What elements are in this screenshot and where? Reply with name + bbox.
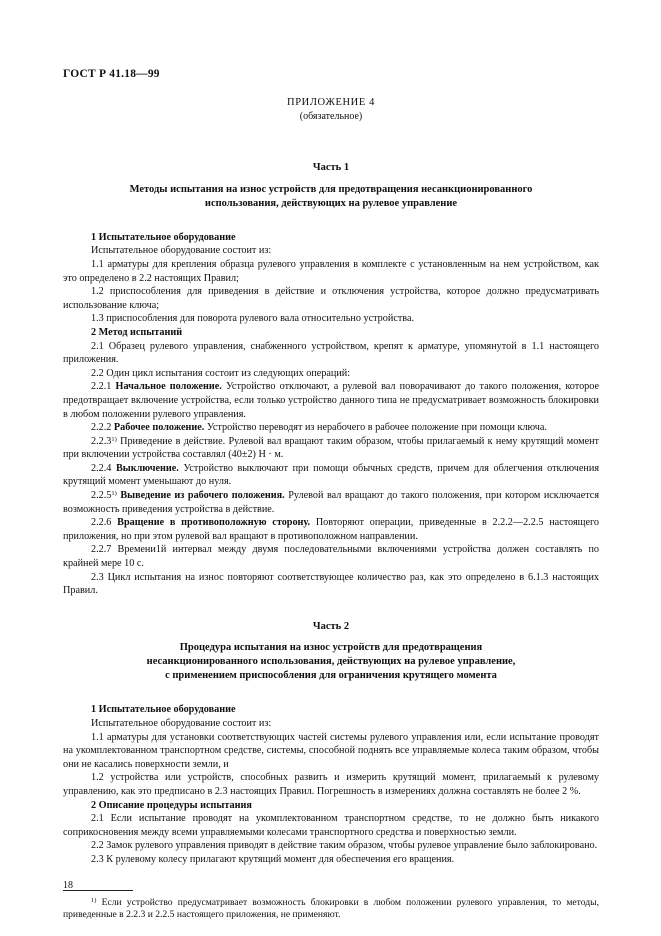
paragraph-2-2-4 [63,462,599,489]
part1-title [63,183,599,211]
paragraph: 1.1 арматуры для крепления образца рулевого управления в комплекте с установленным на нем устройством, как это определено в 2.2 настоящих Правил; [63,258,599,284]
clause-text: Устройство отключают, а рулевой вал поворачивают до такого положения, которое предотвращает включение устройства, если только устройство данного типа не предусматривает возможность блокировки в любом положении рулевого управления. [63,381,600,420]
clause-heading: Вращение в противоположную сторону. [117,517,311,529]
paragraph: 2.2.7 Времени1й интервал между двумя последовательными включениями устройства должен составлять по крайней мере 10 с. [63,544,599,570]
paragraph-2-2-5 [63,489,599,516]
paragraph: 1.1 арматуры для установки соответствующих частей системы рулевого управления или, если испытание проводят на укомплектованном транспортном средстве, системы, способной поднять все управляемые колеса таким образом, чтобы они не касались поверхности земли, и [63,731,599,770]
clause-number: 2.2.6 [91,517,112,529]
footnote-marker: 1) [91,896,97,904]
part1-heading-method: 2 Метод испытаний [91,326,183,338]
paragraph-2-2-2 [63,421,599,435]
footnote-ref: 1) [111,435,117,443]
document-body [63,96,599,922]
footnote-divider [63,890,133,891]
paragraph-2-2-3 [63,435,599,462]
page-number: 18 [63,880,73,891]
clause-text: Устройство выключают при помощи обычных средств, причем для облегчения отключения крутящий момент уменьшают до нуля. [63,462,600,488]
part1-heading-equipment: 1 Испытательное оборудование [91,231,236,243]
clause-number: 2.2.1 [91,381,112,393]
part1-title-line: использования, действующих на рулевое управление [204,197,458,209]
clause-text: Рулевой вал вращают до такого положения, при котором исключается возможность приведения устройства в действие. [63,490,600,515]
paragraph: 2.1 Если испытание проводят на укомплектованном транспортном средстве, то не должно быть никакого соприкосновения между всеми управляемыми колесами транспортного средства и поверхностью земли. [63,813,599,838]
paragraph: 2.3 Цикл испытания на износ повторяют соответствующее количество раз, как это определено в 6.1.3 настоящих Правил. [63,571,599,597]
paragraph-2-2-1 [63,380,599,421]
paragraph-2-2-6 [63,516,599,543]
clause-heading: Начальное положение. [115,381,222,393]
paragraph: 2.1 Образец рулевого управления, снабженного устройством, крепят к арматуре, упомянутой в 1.1 настоящего приложения. [63,340,599,366]
paragraph: 1.3 приспособления для поворота рулевого вала относительно устройства. [91,313,415,325]
paragraph: 2.2 Замок рулевого управления приводят в действие таким образом, чтобы рулевое управление было заблокировано. [91,840,598,852]
paragraph: Испытательное оборудование состоит из: [91,245,272,257]
clause-text: Приведение в действие. Рулевой вал вращают таким образом, чтобы прилагаемый к нему крутящий момент при включении устройства составлял (40±2) Н · м. [63,435,599,461]
clause-text: Устройство переводят из нерабочего в рабочее положение при помощи ключа. [206,422,547,434]
part1-label: Часть 1 [312,162,350,174]
part2-heading-equipment: 1 Испытательное оборудование [91,704,236,716]
annex-title: ПРИЛОЖЕНИЕ 4 [287,97,375,108]
clause-number: 2.2.5 [91,490,112,502]
paragraph: Испытательное оборудование состоит из: [91,718,272,729]
part2-title-line: Процедура испытания на износ устройств для предотвращения [179,642,483,654]
document-code: ГОСТ Р 41.18—99 [63,68,160,80]
part2-title [63,641,599,683]
part2-label: Часть 2 [312,620,350,632]
annex-subtitle: (обязательное) [299,110,363,122]
part1-title-line: Методы испытания на износ устройств для предотвращения несанкционированного [129,183,533,195]
part2-title-line: с применением приспособления для ограничения крутящего момента [165,670,497,682]
paragraph: 2.3 К рулевому колесу прилагают крутящий момент для обеспечения его вращения. [91,853,455,865]
footnote [63,897,599,923]
clause-heading: Рабочее положение. [113,422,205,434]
footnote-text: Если устройство предусматривает возможность блокировки в любом положении рулевого управления, то методы, приведенные в 2.2.3 и 2.2.5 настоящего приложения, не применяют. [63,896,599,921]
clause-heading: Выведение из рабочего положения. [120,490,285,502]
part2-title-line: несанкционированного использования, действующих на рулевое управление, [146,656,516,668]
paragraph: 2.2 Один цикл испытания состоит из следующих операций: [91,367,351,379]
paragraph: 1.2 приспособления для приведения в действие и отключения устройства, которое должно предусматривать использование ключа; [63,286,599,311]
clause-text: Повторяют операции, приведенные в 2.2.2—2.2.5 настоящего приложения, но при этом рулевой вал вращают в противоположном направлении. [63,517,600,542]
part2-heading-procedure: 2 Описание процедуры испытания [91,799,252,811]
clause-number: 2.2.3 [91,435,112,447]
clause-heading: Выключение. [115,462,179,474]
clause-number: 2.2.4 [91,462,112,474]
footnote-ref: 1) [111,490,117,498]
clause-number: 2.2.2 [91,422,112,434]
paragraph: 1.2 устройства или устройств, способных развить и измерить крутящий момент, прилагаемый к рулевому управлению, как это предписано в 2.3 настоящих Правил. Погрешность в измерениях должна составлять не более 2 %. [63,772,599,797]
